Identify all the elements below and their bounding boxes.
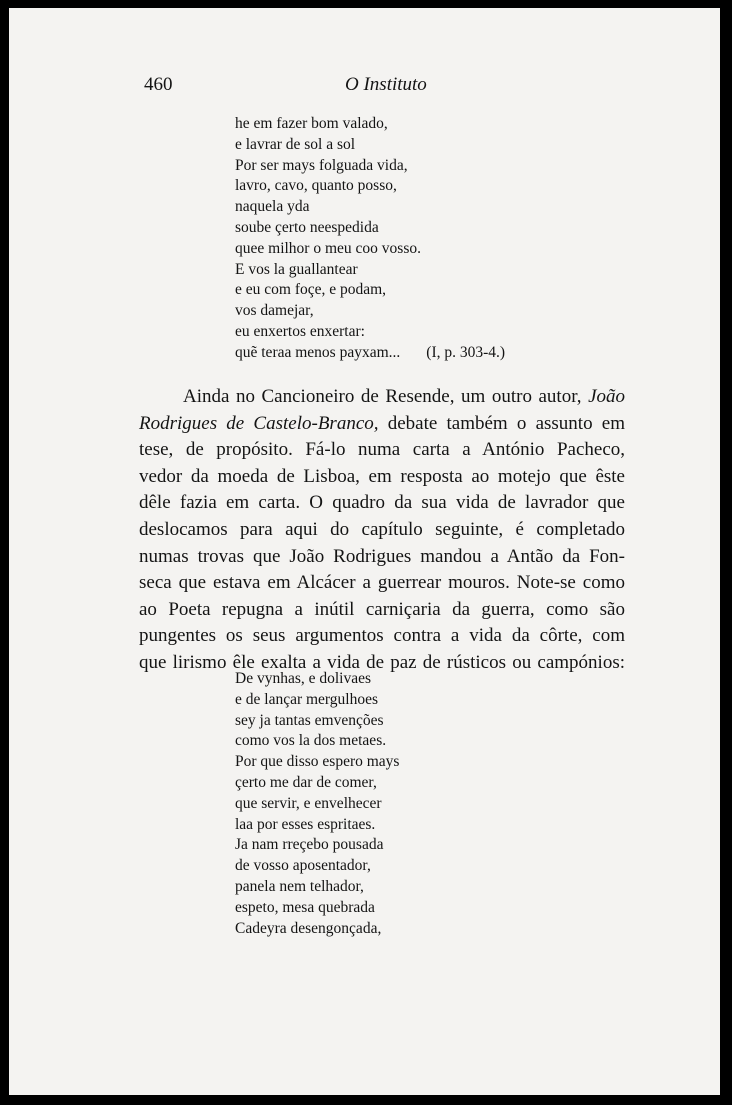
paragraph-line: que lirismo êle exalta a vida de paz de rústicos ou campónios: bbox=[139, 651, 625, 673]
verse-line: de vosso aposentador, bbox=[235, 857, 371, 875]
verse-line: como vos la dos metaes. bbox=[235, 732, 387, 750]
verse-line: e de lançar mergulhoes bbox=[235, 690, 379, 708]
verse-line: naquela yda bbox=[235, 198, 310, 216]
paragraph-line: ao Poeta repugna a inútil carniçaria da guerra, como são bbox=[139, 598, 625, 620]
body-paragraph bbox=[139, 384, 625, 677]
author-name-italic: Rodrigues de Castelo-Branco, bbox=[139, 412, 379, 434]
verse-line-text: quẽ teraa menos payxam... bbox=[235, 343, 401, 361]
paragraph-line: seca que estava em Alcácer a guerrear mouros. Note-se como bbox=[139, 572, 625, 594]
verse-line: e lavrar de sol a sol bbox=[235, 135, 356, 153]
paragraph-line: deslocamos para aqui do capítulo seguinte, é completado bbox=[139, 518, 625, 540]
paragraph-line: dêle fazia em carta. O quadro da sua vida de lavrador que bbox=[139, 492, 625, 514]
verse-line: lavro, cavo, quanto posso, bbox=[235, 177, 397, 195]
verse-line: quee milhor o meu coo vosso. bbox=[235, 239, 421, 257]
paragraph-line: tese, de propósito. Fá-lo numa carta a António Pacheco, bbox=[139, 439, 625, 461]
verse-line: Por ser mays folguada vida, bbox=[235, 156, 408, 174]
verse-line: eu enxertos enxertar: bbox=[235, 322, 365, 340]
paragraph-line: pungentes os seus argumentos contra a vida da côrte, com bbox=[139, 625, 625, 647]
verse-line: he em fazer bom valado, bbox=[235, 115, 388, 132]
verse-block-2 bbox=[235, 669, 399, 939]
verse-line: E vos la guallantear bbox=[235, 260, 358, 278]
verse-line: vos damejar, bbox=[235, 302, 314, 320]
paragraph-line: vedor da moeda de Lisboa, em resposta ao motejo que êste bbox=[139, 465, 625, 487]
verse-line: çerto me dar de comer, bbox=[235, 773, 377, 791]
verse-line: espeto, mesa quebrada bbox=[235, 898, 375, 916]
paragraph-line: numas trovas que João Rodrigues mandou a Antão da Fon- bbox=[139, 545, 625, 567]
citation: (I, p. 303-4.) bbox=[426, 343, 506, 361]
paragraph-line bbox=[139, 411, 625, 438]
running-head bbox=[9, 74, 720, 98]
verse-line: laa por esses espritaes. bbox=[235, 815, 376, 833]
verse-line: De vynhas, e dolivaes bbox=[235, 670, 372, 687]
book-page bbox=[9, 8, 720, 1095]
paragraph-text: debate também o assunto em bbox=[378, 412, 626, 434]
verse-block-1 bbox=[235, 114, 505, 364]
verse-line-last bbox=[235, 343, 505, 364]
paragraph-line bbox=[139, 384, 625, 411]
verse-line: Por que disso espero mays bbox=[235, 753, 400, 771]
journal-title: O Instituto bbox=[345, 74, 427, 95]
verse-line: que servir, e envelhecer bbox=[235, 794, 382, 812]
page-number: 460 bbox=[144, 74, 173, 95]
verse-line: Ja nam rreçebo pousada bbox=[235, 836, 384, 854]
paragraph-text: Ainda no Cancioneiro de Resende, um outro autor, bbox=[183, 386, 589, 407]
verse-line: Cadeyra desengonçada, bbox=[235, 919, 382, 937]
verse-line: sey ja tantas emvenções bbox=[235, 711, 384, 729]
verse-line: e eu com foçe, e podam, bbox=[235, 281, 387, 299]
verse-line: panela nem telhador, bbox=[235, 877, 364, 895]
author-name-italic: João bbox=[588, 386, 625, 407]
verse-line: soube çerto neespedida bbox=[235, 218, 379, 236]
